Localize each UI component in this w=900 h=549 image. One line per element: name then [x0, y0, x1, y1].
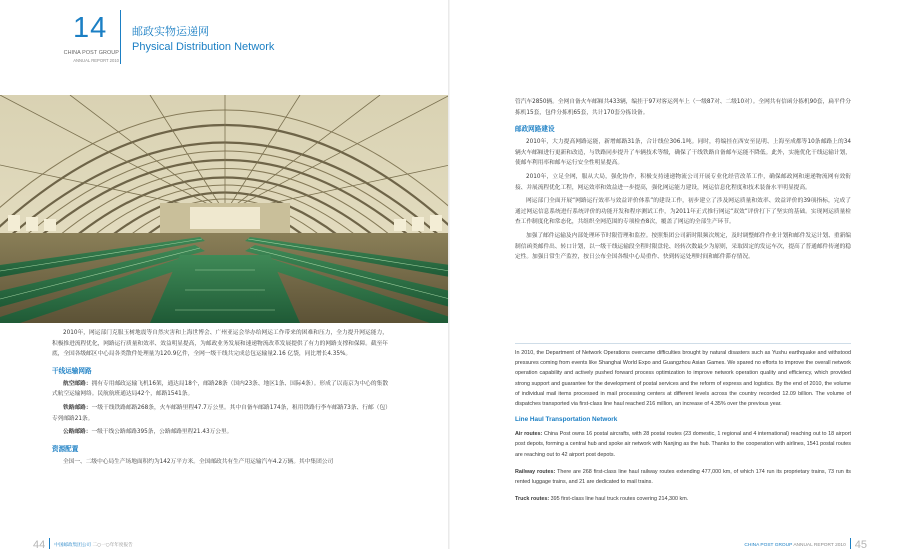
road-routes-text: 一级干线公路邮路395条，公路邮路里程21.43万公里。 — [91, 429, 233, 436]
chapter-org: CHINA POST GROUP — [63, 50, 119, 56]
left-body-text — [52, 328, 388, 470]
resources-zh — [52, 457, 388, 468]
rail-routes-paragraph — [52, 403, 388, 424]
footer-org-zh: 中国邮政集团公司 — [54, 543, 92, 548]
network-paragraph-1: 2010年，大力提高网路运能，新增邮路31条，合计线位306.1吨。同时，将编挂在西安至昆明、上海至成都等10条邮路上的34辆火车邮厢进行更新和改造，与铁路同步提升了车辆技术等级，确保了干线铁路自备邮车运能不降低。此外，实施优化干线运输计划，使邮车利用率和邮车运行安全性明显提高。 — [515, 139, 851, 167]
air-routes-paragraph-en — [515, 429, 851, 460]
truck-routes-paragraph-en — [515, 494, 851, 504]
continued-zh — [515, 97, 851, 118]
rail-routes-text: 一级干线铁路邮路268条，火车邮路里程47.7万公里。其中自备车邮路174条，租用铁路行李车邮路73条、行邮（包）专列邮路21条。 — [52, 404, 389, 422]
section-title-line-haul: 干线运输网路 — [52, 366, 92, 375]
rail-routes-label: 铁路邮路： — [63, 404, 92, 411]
network-paragraph-3: 网运部门全面开展“网路运行效率与效益评价体系”的建设工作，初步建立了涉及网运质量和效率、效益评价的39项指标，完成了通过网运信息系统进行系统评价的功能开发和程序测试工作，为2011年正式推行网运“双效”评价打下了坚实的基础。实现网运质量检查工作制度化和常态化，共组织全网范围的专项检查8次，覆盖了网运的全部生产环节。 — [515, 198, 851, 226]
page-number-right: 45 — [854, 539, 867, 549]
sorting-hall-illustration — [0, 95, 450, 323]
truck-routes-label-en: Truck routes: — [515, 496, 550, 503]
footer-label-zh — [54, 543, 132, 548]
right-en-text — [515, 348, 851, 511]
air-routes-paragraph — [52, 379, 388, 400]
rail-routes-label-en: Railway routes: — [515, 468, 556, 475]
intro-en — [515, 348, 851, 409]
chapter-block — [53, 10, 121, 64]
chapter-number: 14 — [73, 12, 108, 44]
intro-paragraph-en: In 2010, the Department of Network Operations overcame difficulties brought by natural disasters such as Yushu earthquake and withstood pressures coming from events like Shanghai World Expo and Guangzhou Asian Games. We spared no efforts to improve the overall network operation capability and actively pushed forward process optimization to improve network operation quality and efficiency, which provided strong support and guarantee for the development of postal services and the reform of express and logistics. By the end of 2010, the volume of individual mail items processed in mail processing centers at different levels across the country recorded 12.09 billion. The volume of dispatches transported via first-class line haul reached 216 million, an increase of 4.35% over the previous year. — [515, 350, 851, 408]
page-title-en: Physical Distribution Network — [132, 41, 275, 53]
page-title-zh: 邮政实物运递网 — [132, 25, 209, 38]
air-routes-label: 航空邮路： — [63, 380, 92, 387]
network-paragraph-2: 2010年，立足全网，服从大局，强化协作，积极支持速递物流公司开展专业化经营改革工作，确保邮政网和速递物流网有效衔接、并展流程优化工程，网运效率和效益进一步提高，强化网运能力建设，网运信息化程度和技术装备水平明显提高。 — [515, 173, 851, 191]
line-haul-en — [515, 429, 851, 504]
language-divider — [515, 343, 851, 344]
rail-routes-text-en: There are 268 first-class line haul railway routes extending 477,000 km, of which 174 run its proprietary trains, 73 run its rented luggage trains, and 21 are dedicated to mail trains. — [515, 468, 851, 486]
air-routes-text-en: China Post owns 16 postal aircrafts, with 28 postal routes (23 domestic, 1 regional and 4 international) reaching out to 18 airport post depots, forming a central hub and spoke air network with Nanjing as the hub. Thanks to the cooperation with airlines, 1541 postal routes are reaching out to 42 airport post depots. — [515, 431, 851, 458]
air-routes-label-en: Air routes: — [515, 431, 543, 438]
line-haul-zh — [52, 379, 388, 438]
footer-right — [744, 533, 867, 547]
right-zh-text — [515, 97, 851, 266]
continued-paragraph: 管汽车2850辆。全网自备火车邮厢共433辆，编挂于97对客运列车上（一级87对、二级10对）。全网共有信函分拣机90套，扁平件分拣机15套，包件分拣机65套，共计170套分拣设备。 — [515, 99, 851, 116]
section-title-network-construction: 邮政网路建设 — [515, 125, 555, 134]
footer-separator — [49, 538, 50, 549]
road-routes-paragraph — [52, 427, 388, 438]
footer-report-en: ANNUAL REPORT 2010 — [793, 543, 846, 548]
footer-label-en — [744, 543, 845, 548]
intro-zh — [52, 328, 388, 360]
resources-paragraph: 全国一、二级中心局生产场地面积约为142万平方米。全国邮政共有生产用运输汽车4.2万辆。其中集团公司 — [63, 458, 334, 465]
chapter-report: ANNUAL REPORT 2010 — [73, 58, 119, 63]
intro-paragraph: 2010年，网运部门克服玉树地震等自然灾害和上海世博会、广州亚运会举办给网运工作带来的困难和压力，全力提升网运能力，积极推进流程优化，网路运行质量和效率、效益明显提高，为邮政业务发展和速递物流改革发展提供了有力的网路支撑和保障。截至年底，全国各级邮区中心局各类散件处理量为120.9亿件，全网一级干线共完成总包运输量2.16 亿袋，同比增长4.35%。 — [52, 330, 388, 358]
network-paragraph-4: 加强了邮件运输及内部处理环节时限管理和监控。按照集团公司新时限频次规定，及时调整邮件作业计划和邮件发运计划、重新编制信函类邮件出、转口计划，以一级干线运输段全程时限盘轮、经转次数最少为原则，采取固定的发运车次，提高了普通邮件传递的稳定性。加强日常生产监控，按日公布全国各级中心局重作、快到转运处理时间和邮件滞存情况。 — [515, 232, 851, 261]
footer-report-zh: 二○一○年年度报告 — [92, 543, 133, 548]
footer-org-en: CHINA POST GROUP — [744, 543, 793, 548]
rail-routes-paragraph-en — [515, 467, 851, 487]
air-routes-text: 拥有专用邮政运输飞机16架，通达局18个，邮路28条（国内23条、地区1条、国际4条）。形成了以南京为中心的集散式航空运输网络。民航航班通达局42个，邮路1541条。 — [52, 380, 389, 398]
sorting-hall-photo — [0, 95, 450, 323]
network-construction-zh — [515, 137, 851, 263]
road-routes-label: 公路邮路： — [63, 429, 92, 436]
footer-separator-right — [850, 538, 851, 549]
section-title-resources: 资源配置 — [52, 444, 79, 453]
page-number-left: 44 — [33, 539, 46, 549]
truck-routes-text-en: 395 first-class line haul truck routes covering 214,300 km. — [549, 496, 689, 503]
footer-left — [33, 533, 133, 547]
section-title-line-haul-en: Line Haul Transportation Network — [515, 416, 618, 424]
